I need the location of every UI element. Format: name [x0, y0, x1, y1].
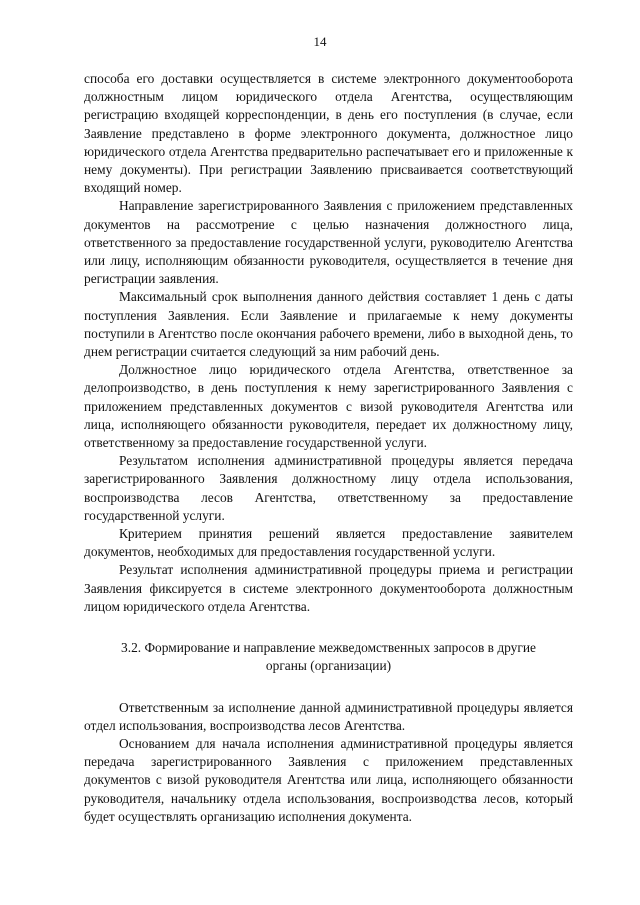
document-body [84, 70, 573, 826]
paragraph: Максимальный срок выполнения данного действия составляет 1 день с даты поступления Заявления. Если Заявление и прилагаемые к нему документы поступили в Агентство после окончания рабочего времени, либо в выходной день, то днем регистрации считается следующий за ним рабочий день. [84, 289, 573, 360]
paragraph: Направление зарегистрированного Заявления с приложением представленных документов на рассмотрение с целью назначения должностного лица, ответственного за предоставление государственной услуги, руководителю Агентства или лицу, исполняющим обязанности руководителя, осуществляется в течение дня регистрации заявления. [84, 198, 573, 287]
paragraph: Результатом исполнения административной процедуры является передача зарегистрированного Заявления должностному лицу отдела использования, воспроизводства лесов Агентства, ответственному за предоставление государственной услуги. [84, 453, 573, 523]
section-heading: 3.2. Формирование и направление межведомственных запросов в другие органы (организации) [121, 640, 536, 674]
paragraph: Результат исполнения административной процедуры приема и регистрации Заявления фиксируется в системе электронного документооборота должностным лицом юридического отдела Агентства. [84, 562, 573, 614]
paragraph: Ответственным за исполнение данной административной процедуры является отдел использования, воспроизводства лесов Агентства. [84, 699, 573, 733]
paragraph: Основанием для начала исполнения административной процедуры является передача зарегистрированного Заявления с приложением представленных документов с визой руководителя Агентства или лица, исполняющего обязанности руководителя, начальнику отдела использования, воспроизводства лесов, который будет осуществлять организацию исполнения документа. [84, 735, 573, 824]
paragraph-continuation: способа его доставки осуществляется в системе электронного документооборота должностным лицом юридического отдела Агентства, осуществляющим регистрацию входящей корреспонденции, в день его поступления (в случае, если Заявление представлено в форме электронного документа, должностное лицо юридического отдела Агентства предварительно распечатывает его и приложенные к нему документы). При регистрации Заявлению присваивается соответствующий входящий номер. [84, 71, 573, 196]
page-number: 14 [313, 34, 327, 49]
paragraph: Должностное лицо юридического отдела Агентства, ответственное за делопроизводство, в день поступления к нему зарегистрированного Заявления с приложением представленных документов с визой руководителя Агентства или лица, исполняющего обязанности руководителя, передает их должностному лицу, ответственному за предоставление государственной услуги. [84, 362, 573, 451]
paragraph: Критерием принятия решений является предоставление заявителем документов, необходимых для предоставления государственной услуги. [84, 526, 573, 560]
